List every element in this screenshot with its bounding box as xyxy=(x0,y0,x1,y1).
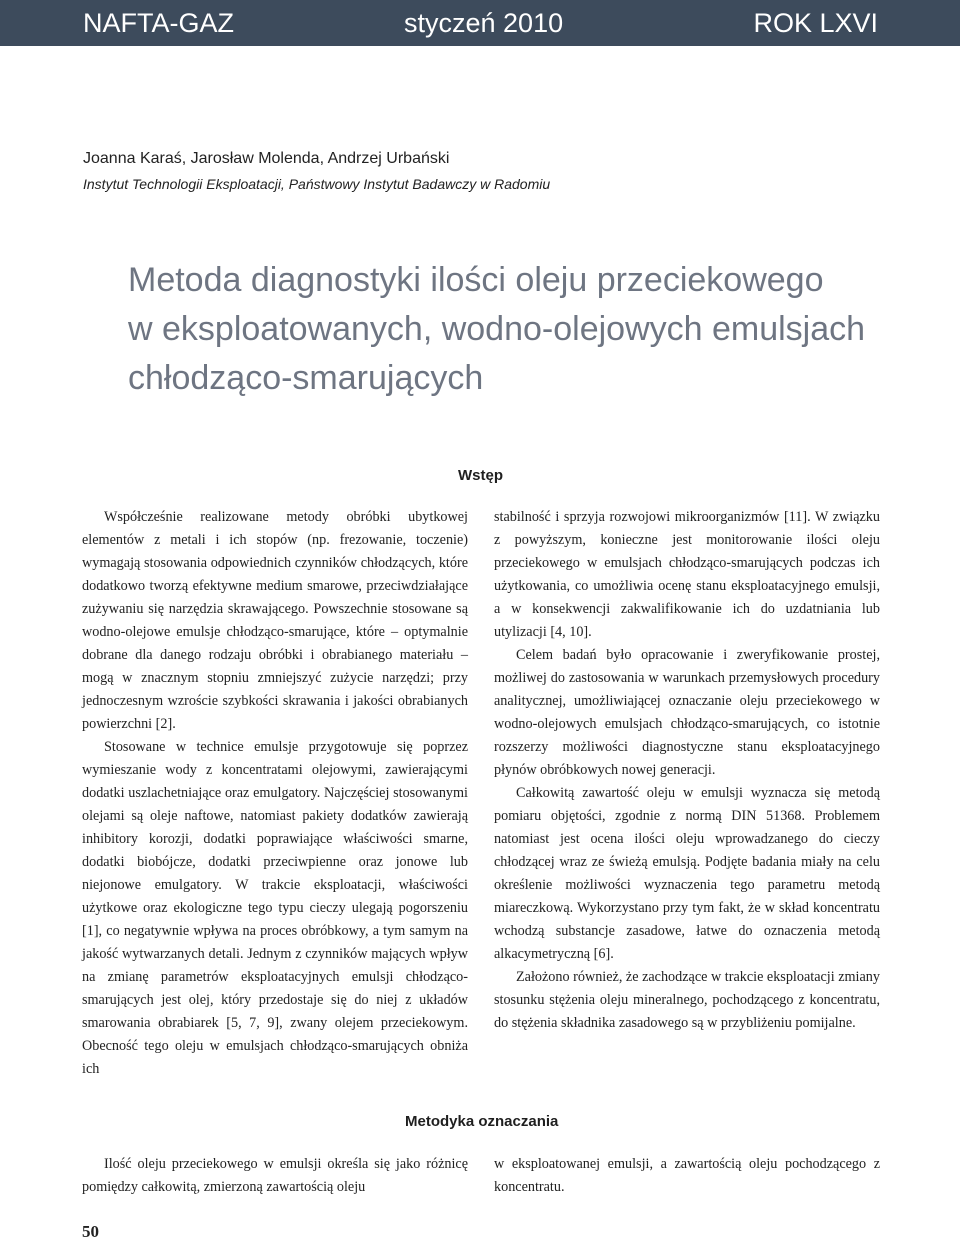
article-title xyxy=(128,256,888,403)
affiliation: Instytut Technologii Eksploatacji, Państwowy Instytut Badawczy w Radomiu xyxy=(83,176,551,192)
paragraph: stabilność i sprzyja rozwojowi mikroorganizmów [11]. W związku z powyższym, konieczne jest monitorowanie ilości oleju przeciekowego w emulsjach chłodząco-smarujących podczas ich użytkowania, co umożliwia ocenę stanu eksploatacyjnego emulsji, a w konsekwencji zakwalifikowanie ich do uzdatniania lub utylizacji [4, 10]. xyxy=(494,509,880,640)
journal-name: NAFTA-GAZ xyxy=(83,8,234,38)
intro-left-column xyxy=(82,506,468,1081)
intro-right-column xyxy=(494,506,880,1035)
title-line: w eksploatowanych, wodno-olejowych emulsjach xyxy=(128,310,866,348)
section-heading-intro: Wstęp xyxy=(458,467,503,484)
issue-date: styczeń 2010 xyxy=(404,8,564,38)
title-line: Metoda diagnostyki ilości oleju przeciekowego xyxy=(128,261,824,299)
method-right-column xyxy=(494,1153,880,1199)
journal-header-bar xyxy=(0,0,960,46)
section-heading-method: Metodyka oznaczania xyxy=(405,1113,559,1130)
paragraph: w eksploatowanej emulsji, a zawartością oleju pochodzącego z koncentratu. xyxy=(494,1156,880,1195)
title-line: chłodząco-smarujących xyxy=(128,359,484,397)
method-left-column xyxy=(82,1153,468,1199)
page-number: 50 xyxy=(82,1222,99,1241)
paragraph: Celem badań było opracowanie i zweryfikowanie prostej, możliwej do zastosowania w warunkach przemysłowych procedury analitycznej, umożliwiającej oznaczanie oleju przeciekowego w wodno-olejowych emulsjach chłodząco-smarujących, co istotnie rozszerzy możliwości diagnostyczne stanu eksploatacyjnego płynów obróbkowych nowej generacji. xyxy=(494,647,880,778)
paragraph: Stosowane w technice emulsje przygotowuje się poprzez wymieszanie wody z koncentratami olejowymi, zawierającymi dodatki uszlachetniające oraz emulgatory. Najczęściej stosowanymi olejami są oleje naftowe, natomiast pakiety dodatków zawierają inhibitory korozji, dodatki poprawiające właściwości smarne, dodatki biobójcze, dodatki przeciwpienne oraz jonowe lub niejonowe emulgatory. W trakcie eksploatacji, właściwości użytkowe oraz ekologiczne tego typu cieczy ulegają pogorszeniu [1], co negatywnie wpływa na proces obróbkowy, a tym samym na jakość wytwarzanych detali. Jednym z czynników mających wpływ na zmianę parametrów eksploatacyjnych emulsji chłodząco-smarujących jest olej, który przedostaje się do niej z układów smarowania obrabiarek [5, 7, 9], zwany olejem przeciekowym. Obecność tego oleju w emulsjach chłodząco-smarujących obniża ich xyxy=(82,739,468,1077)
paragraph: Całkowitą zawartość oleju w emulsji wyznacza się metodą pomiaru objętości, zgodnie z normą DIN 51368. Problemem natomiast jest ocena ilości oleju wprowadzanego do cieczy chłodzącej wraz ze świeżą emulsją. Podjęte badania miały na celu określenie możliwości wyznaczenia tego parametru metodą miareczkową. Wykorzystano przy tym fakt, że w skład koncentratu wchodzą substancje zasadowe, łatwe do oznaczenia metodą alkacymetryczną [6]. xyxy=(494,785,880,962)
paragraph: Współcześnie realizowane metody obróbki ubytkowej elementów z metali i ich stopów (np. frezowanie, toczenie) wymagają stosowania odpowiednich czynników chłodzących, które dodatkowo tworzą efektywne medium smarowe, przeciwdziałające zużywaniu się narzędzia skrawającego. Powszechnie stosowane są wodno-olejowe emulsje chłodząco-smarujące, które – optymalnie dobrane dla danego rodzaju obróbki i obrabianego materiału – mogą w znacznym stopniu zmniejszyć zużycie narzędzi; przy jednoczesnym wzroście szybkości skrawania i jakości obrabianych powierzchni [2]. xyxy=(82,509,468,732)
paragraph: Założono również, że zachodzące w trakcie eksploatacji zmiany stosunku stężenia oleju mineralnego, pochodzącego z koncentratu, do stężenia składnika zasadowego są w przybliżeniu pomijalne. xyxy=(494,969,880,1031)
volume-number: ROK LXVI xyxy=(753,8,878,38)
authors: Joanna Karaś, Jarosław Molenda, Andrzej Urbański xyxy=(83,150,450,167)
paragraph: Ilość oleju przeciekowego w emulsji określa się jako różnicę pomiędzy całkowitą, zmierzoną zawartością oleju xyxy=(82,1156,468,1195)
